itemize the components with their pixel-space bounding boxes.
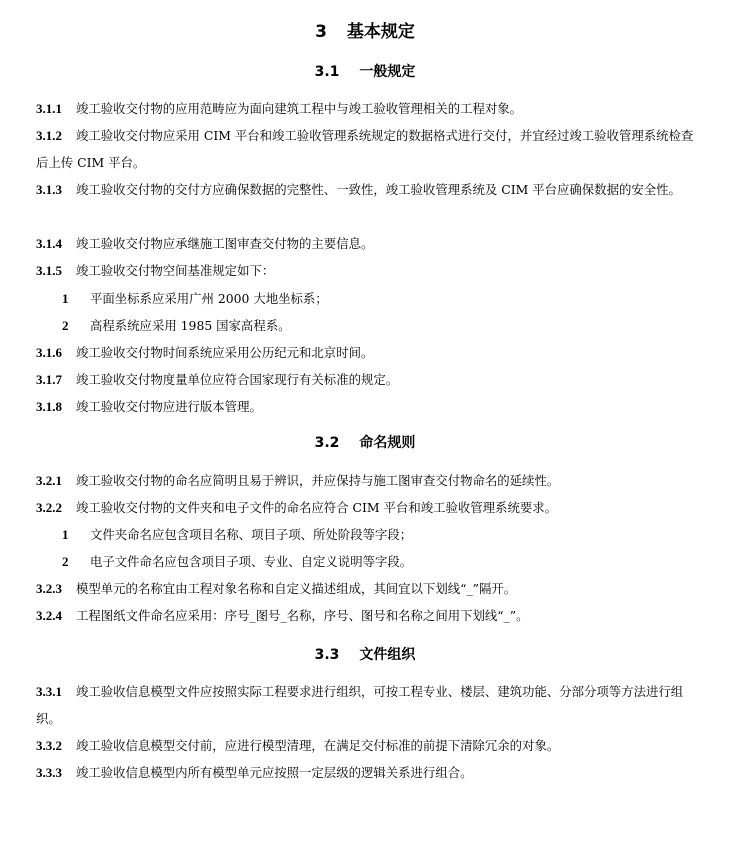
clause-paragraph bbox=[36, 603, 704, 630]
section-title: 文件组织 bbox=[359, 647, 416, 663]
clause-text: 竣工验收交付物应进行版本管理。 bbox=[76, 399, 262, 414]
item-text: 电子文件命名应包含项目子项、专业、自定义说明等字段。 bbox=[90, 554, 413, 569]
section-number: 3.1 bbox=[314, 64, 340, 80]
clause-paragraph bbox=[36, 468, 704, 495]
clause-number: 3.1.1 bbox=[36, 101, 62, 116]
list-item bbox=[62, 286, 702, 312]
clause-text: 竣工验收交付物的交付方应确保数据的完整性、一致性，竣工验收管理系统及 CIM 平台应确保数据的安全性。 bbox=[76, 182, 681, 197]
clause-text: 竣工验收信息模型内所有模型单元应按照一定层级的逻辑关系进行组合。 bbox=[76, 765, 473, 780]
section-heading bbox=[0, 433, 730, 453]
clause-paragraph bbox=[36, 733, 704, 760]
clause-paragraph bbox=[36, 258, 704, 285]
clause-text: 竣工验收交付物应承继施工图审查交付物的主要信息。 bbox=[76, 236, 374, 251]
clause-number: 3.1.2 bbox=[36, 128, 62, 143]
clause-text: 竣工验收交付物的文件夹和电子文件的命名应符合 CIM 平台和竣工验收管理系统要求。 bbox=[76, 500, 558, 515]
item-number: 1 bbox=[62, 527, 69, 542]
clause-number: 3.2.4 bbox=[36, 608, 62, 623]
clause-text: 竣工验收交付物的命名应简明且易于辨识，并应保持与施工图审查交付物命名的延续性。 bbox=[76, 473, 560, 488]
clause-text: 竣工验收交付物空间基准规定如下： bbox=[76, 263, 275, 278]
clause-number: 3.1.5 bbox=[36, 263, 62, 278]
item-number: 2 bbox=[62, 554, 69, 569]
chapter-title: 基本规定 bbox=[346, 22, 415, 42]
item-text: 文件夹命名应包含项目名称、项目子项、所处阶段等字段； bbox=[90, 527, 413, 542]
clause-paragraph bbox=[36, 177, 704, 204]
list-item bbox=[62, 522, 702, 548]
clause-number: 3.1.6 bbox=[36, 345, 62, 360]
section-number: 3.3 bbox=[314, 647, 340, 663]
clause-number: 3.2.3 bbox=[36, 581, 62, 596]
clause-text: 竣工验收交付物时间系统应采用公历纪元和北京时间。 bbox=[76, 345, 374, 360]
item-number: 1 bbox=[62, 291, 69, 306]
clause-paragraph bbox=[36, 96, 704, 123]
chapter-number: 3 bbox=[315, 22, 327, 42]
clause-paragraph bbox=[36, 340, 704, 367]
clause-paragraph bbox=[36, 231, 704, 258]
clause-text: 竣工验收交付物的应用范畴应为面向建筑工程中与竣工验收管理相关的工程对象。 bbox=[76, 101, 523, 116]
clause-number: 3.2.1 bbox=[36, 473, 62, 488]
chapter-heading bbox=[0, 20, 730, 44]
clause-text: 竣工验收信息模型交付前，应进行模型清理，在满足交付标准的前提下清除冗余的对象。 bbox=[76, 738, 560, 753]
clause-text: 竣工验收交付物应采用 CIM 平台和竣工验收管理系统规定的数据格式进行交付，并宜经过竣工验收管理系统检查后上传 CIM 平台。 bbox=[36, 128, 694, 170]
clause-number: 3.1.4 bbox=[36, 236, 62, 251]
list-item bbox=[62, 313, 702, 339]
item-text: 平面坐标系应采用广州 2000 大地坐标系； bbox=[90, 291, 328, 306]
section-heading bbox=[0, 645, 730, 665]
clause-text: 模型单元的名称宜由工程对象名称和自定义描述组成，其间宜以下划线“_”隔开。 bbox=[76, 581, 517, 596]
clause-paragraph bbox=[36, 394, 704, 421]
clause-paragraph bbox=[36, 679, 704, 732]
clause-paragraph bbox=[36, 576, 704, 603]
item-number: 2 bbox=[62, 318, 69, 333]
clause-text: 竣工验收信息模型文件应按照实际工程要求进行组织，可按工程专业、楼层、建筑功能、分部分项等方法进行组织。 bbox=[36, 684, 684, 726]
clause-number: 3.3.1 bbox=[36, 684, 62, 699]
section-title: 命名规则 bbox=[359, 435, 416, 451]
item-text: 高程系统应采用 1985 国家高程系。 bbox=[90, 318, 291, 333]
list-item bbox=[62, 549, 702, 575]
clause-paragraph bbox=[36, 495, 704, 522]
clause-number: 3.3.2 bbox=[36, 738, 62, 753]
section-heading bbox=[0, 62, 730, 82]
clause-number: 3.2.2 bbox=[36, 500, 62, 515]
section-number: 3.2 bbox=[314, 435, 340, 451]
clause-number: 3.1.7 bbox=[36, 372, 62, 387]
clause-paragraph bbox=[36, 760, 704, 787]
clause-text: 竣工验收交付物度量单位应符合国家现行有关标准的规定。 bbox=[76, 372, 399, 387]
section-title: 一般规定 bbox=[359, 64, 416, 80]
clause-text: 工程图纸文件命名应采用：序号_图号_名称，序号、图号和名称之间用下划线“_”。 bbox=[76, 608, 529, 623]
clause-paragraph bbox=[36, 123, 704, 176]
clause-paragraph bbox=[36, 367, 704, 394]
clause-number: 3.3.3 bbox=[36, 765, 62, 780]
clause-number: 3.1.8 bbox=[36, 399, 62, 414]
clause-number: 3.1.3 bbox=[36, 182, 62, 197]
